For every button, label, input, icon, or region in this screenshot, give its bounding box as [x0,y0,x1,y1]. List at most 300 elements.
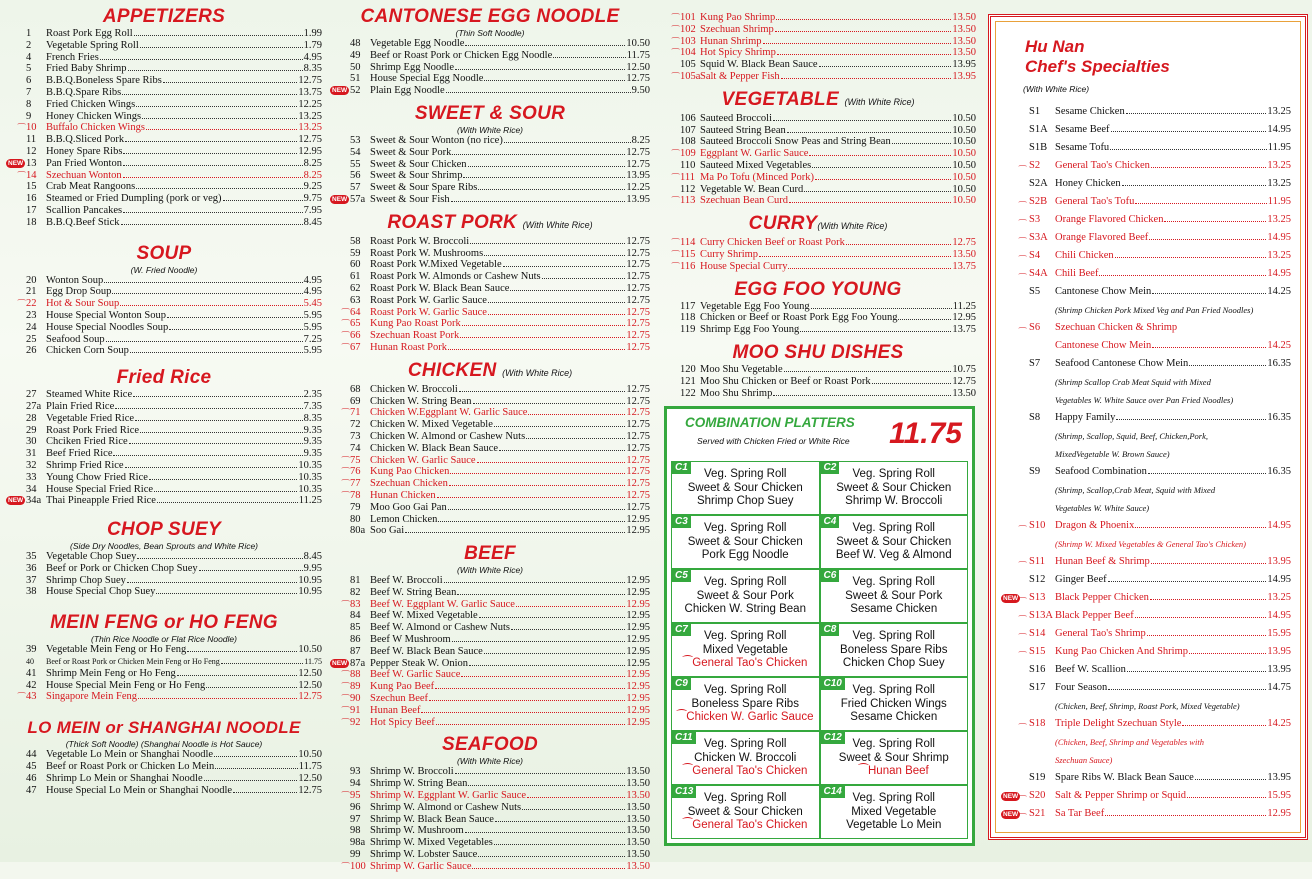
item-name: Roast Pork W. Broccoli [370,235,470,247]
egg-foo-young-list [660,301,976,336]
dot-leader [167,317,303,318]
new-badge: NEW [1003,811,1019,818]
item-name: Hunan Shrimp [700,35,762,47]
chili-pepper-icon: ⁀ [18,170,26,181]
sweet-sour-list [330,135,650,206]
combo-line [821,495,968,509]
item-number: 112 [680,183,696,195]
combo-cell [820,677,969,731]
item-name: Beef W. String Bean [370,586,457,598]
dot-leader [459,391,626,392]
combo-line [672,590,819,604]
combo-cell [671,461,820,515]
dot-leader [444,582,626,583]
chef-item-name: Sesame Beef [1055,124,1110,135]
dot-leader [528,414,625,415]
item-price: 5.45 [303,298,322,310]
chef-item-number: S16 [1029,664,1046,675]
item-number: 101 [680,12,696,23]
item-number: 57 [350,182,361,194]
item-name: Hot Spicy Shrimp [700,47,776,59]
item-number: 98a [350,837,366,849]
chef-item-number: S1 [1029,106,1041,117]
dot-leader [452,154,625,155]
chef-item-price: 12.95 [1267,808,1291,819]
item-price: 12.75 [626,158,650,170]
combo-line-text: Beef W. Veg & Almond [835,549,952,561]
chili-pepper-icon: ⁀ [1019,633,1027,643]
item-number: 83 [350,598,361,610]
item-name: Beef W. Eggplant W. Garlic Sauce [370,598,515,610]
chef-item-number: S6 [1029,322,1041,333]
menu-item [6,193,322,205]
item-name: Crab Meat Rangoons [46,181,136,193]
chili-pepper-icon: ⁀ [672,71,680,82]
chef-item-number: S11 [1029,556,1045,567]
dot-leader [221,663,304,664]
item-price: 7.25 [303,333,322,345]
item-price: 10.50 [952,183,976,195]
item-number: 91 [350,704,361,716]
sweet-sour-sub: (With White Rice) [456,124,524,135]
menu-item [330,330,650,342]
item-number: 87 [350,645,361,657]
item-name: Seafood Soup [46,333,105,345]
chef-item-continued [999,337,1291,355]
item-number: 107 [680,124,696,136]
combo-line [821,711,968,725]
combo-line [821,590,968,604]
item-name: Shrimp W. Lobster Sauce [370,849,478,861]
item-price: 10.35 [298,459,322,471]
item-name: Sauteed Broccoli [700,112,773,124]
chef-item [999,229,1291,247]
item-name: Hunan Chicken [370,489,436,501]
menu-item [660,301,976,313]
chili-pepper-icon: ⁀ [672,172,680,183]
chili-pepper-icon: ⁀ [672,36,680,47]
chef-item-price: 13.95 [1267,664,1291,675]
chili-pepper-icon: ⁀ [342,694,350,705]
dot-leader [455,69,625,70]
item-name: Kung Pao Shrimp [700,12,776,23]
item-price: 12.50 [298,679,322,691]
combo-line [821,806,968,820]
menu-item [6,75,322,87]
dot-leader [125,141,297,142]
menu-item [330,587,650,599]
item-price: 12.75 [626,235,650,247]
dot-leader [1189,365,1266,366]
chef-item [999,283,1291,301]
chef-item-name: Sa Tar Beef [1055,808,1105,819]
chef-item [999,409,1291,427]
item-price: 10.50 [952,159,976,171]
item-price: 13.50 [626,801,650,813]
item-number: 22 [26,298,37,310]
item-name: House Special Fried Rice [46,483,154,495]
dot-leader [121,224,303,225]
menu-item [330,693,650,705]
item-price: 8.45 [303,216,322,228]
item-number: 42 [26,679,37,691]
chili-pepper-icon: ⁀ [672,13,680,23]
combo-line [672,522,819,536]
menu-item [330,814,650,826]
chili-pepper-icon: ⁀ [1019,813,1027,823]
item-number: 35 [26,551,37,563]
dot-leader [510,290,625,291]
chili-pepper-icon: ⁀ [1019,723,1027,733]
menu-item [6,63,322,75]
item-number: 20 [26,274,37,286]
item-number: 44 [26,749,37,761]
dot-leader [122,94,297,95]
item-name: Curry Chicken Beef or Roast Pork [700,237,845,249]
item-name: B.B.Q.Sliced Pork [46,134,125,146]
menu-item [6,460,322,472]
item-name: Shrimp W. Mushroom [370,825,464,837]
combo-line-text: Sesame Chicken [850,603,938,615]
menu-item [330,147,650,159]
dot-leader [511,629,625,630]
dot-leader [446,92,631,93]
item-number: 102 [680,23,696,35]
item-name: Beef W Mushroom [370,634,451,646]
dot-leader [223,200,303,201]
fried-rice-section [6,367,322,507]
combo-line [672,603,819,617]
chef-item-description: (Shrimp, Scallop, Squid, Beef, Chicken,Pork, [1055,431,1208,441]
dot-leader [452,641,626,642]
chili-pepper-icon: ⁀ [1019,201,1027,211]
item-name: House Special Noodles Soup [46,321,169,333]
item-number: 15 [26,181,37,193]
vegetable-list [660,113,976,207]
seafood-list [330,766,650,872]
item-name: Sweet & Sour Spare Ribs [370,182,478,194]
item-number: 78 [350,489,361,501]
dot-leader [473,403,626,404]
combo-line [821,549,968,563]
chili-pepper-icon: ⁀ [1019,273,1027,283]
item-name: Shrimp W. String Bean [370,778,468,790]
item-name: Szechuan Chicken [370,478,448,490]
dot-leader [819,66,952,67]
item-name: Shrimp W. Eggplant W. Garlic Sauce [370,790,527,802]
item-number: 73 [350,430,361,442]
item-number: 28 [26,412,37,424]
chili-pepper-icon: ⁀ [683,657,693,669]
item-number: 63 [350,294,361,306]
combo-line [672,549,819,563]
dot-leader [187,651,297,652]
chef-item-number: S20 [1029,790,1046,801]
dot-leader [1151,563,1267,564]
dot-leader [455,773,626,774]
menu-item [6,785,322,797]
menu-item [330,407,650,419]
item-price: 2.35 [303,389,322,401]
item-number: 117 [680,300,696,312]
menu-item [330,466,650,478]
item-name: Shrimp W. Mixed Vegetables [370,837,493,849]
chop-suey-section [6,519,322,598]
item-price: 12.95 [298,145,322,157]
dot-leader [163,82,298,83]
item-name: Roast Pork Fried Rice [46,424,140,436]
item-name: Pan Fried Wonton [46,157,122,169]
item-number: 103 [680,35,696,47]
chili-pepper-icon: ⁀ [1019,327,1027,337]
item-number: 72 [350,419,361,431]
chef-item-price: 14.95 [1267,574,1291,585]
dot-leader [465,45,625,46]
item-name: Beef W. Broccoli [370,575,443,587]
item-price: 12.95 [626,634,650,646]
item-price: 13.50 [952,47,976,59]
combo-line-text: Veg. Spring Roll [852,468,935,480]
combo-tag: C7 [672,624,691,636]
chili-pepper-icon: ⁀ [342,490,350,501]
combination-platters-box [664,406,975,846]
combo-cell [671,677,820,731]
combo-line-text: Sweet & Sour Pork [696,589,794,602]
fried-rice-heading: Fried Rice [116,367,212,389]
combo-line [672,819,819,833]
chili-pepper-icon: ⁀ [683,819,693,831]
shrimp-list [660,12,976,83]
chili-pepper-icon: ⁀ [342,670,350,681]
item-number: 4 [26,51,32,63]
item-number: 104 [680,47,696,59]
item-number: 85 [350,622,361,634]
menu-item [6,310,322,322]
chef-item-number: S4 [1029,250,1041,261]
item-name: Beef W. Black Bean Sauce [370,645,483,657]
dot-leader [104,282,302,283]
item-price: 13.75 [952,260,976,272]
dot-leader [154,491,297,492]
item-price: 10.35 [298,471,322,483]
dot-leader [100,59,303,60]
item-name: Shrimp W. Garlic Sauce [370,860,472,872]
combo-cell [820,785,969,839]
combo-line-text: Sweet & Sour Pork [845,589,943,602]
combo-line-text: Chicken W. Broccoli [694,751,797,764]
item-number: 88 [350,669,361,681]
combo-tag: C11 [672,732,696,744]
chef-specialties-box [988,14,1308,840]
menu-item [330,307,650,319]
combo-line-text: Boneless Spare Ribs [691,697,799,710]
chili-pepper-icon: ⁀ [342,791,350,802]
menu-item [6,436,322,448]
item-number: 53 [350,134,361,146]
new-badge: NEW [332,87,348,95]
chef-item-description: MixedVegetable W. Brown Sauce) [1055,449,1170,459]
item-name: B.B.Q.Boneless Spare Ribs [46,75,162,87]
chef-item-price: 15.95 [1267,790,1291,801]
chop-suey-heading: CHOP SUEY [107,519,221,541]
item-name: Roast Pork W. Garlic Sauce [370,294,487,306]
item-name: Sauteed Broccoli Snow Peas and String Bean [700,136,891,148]
item-price: 13.50 [626,825,650,837]
dot-leader [120,305,302,306]
menu-item [6,586,322,598]
item-number: 108 [680,136,696,148]
chili-pepper-icon: ⁀ [18,299,26,310]
dot-leader [449,485,626,486]
item-name: Plain Egg Noodle [370,85,445,97]
egg-foo-young-section [660,279,976,336]
menu-item [330,443,650,455]
curry-title: CURRY [748,213,818,235]
item-name: Szechuan Wonton [46,169,122,181]
dot-leader [1182,725,1266,726]
menu-item [660,364,976,376]
dot-leader [149,479,297,480]
menu-item [330,135,650,147]
chef-item-price: 14.25 [1267,286,1291,297]
vegetable-section [660,89,976,207]
item-number: 116 [680,260,696,272]
chili-pepper-icon: ⁀ [342,455,350,466]
dot-leader [553,57,625,58]
dot-leader [495,821,625,822]
menu-item [6,401,322,413]
item-name: Roast Pork W. Mushrooms [370,247,484,259]
chef-item [999,139,1291,157]
dot-leader [169,329,302,330]
combo-line [821,468,968,482]
item-name: Beef or Roast Pork or Chicken Egg Noodle [370,49,553,61]
item-number: 9 [26,110,32,122]
item-number: 50 [350,61,361,73]
chef-title-line-1: Hu Nan [1025,37,1085,56]
sweet-sour-section [330,103,650,206]
beef-list [330,575,650,728]
beef-heading: BEEF [464,543,516,565]
dot-leader [405,532,625,533]
dot-leader [1116,419,1266,420]
chef-item [999,211,1291,229]
item-number: 27 [26,389,37,401]
combo-line-text: Hunan Beef [868,765,929,777]
combo-line-text: Veg. Spring Roll [852,522,935,534]
item-name: Chicken W. Black Bean Sauce [370,442,499,454]
chef-item-price: 14.25 [1267,340,1291,351]
item-price: 13.50 [626,778,650,790]
item-price: 12.75 [626,294,650,306]
item-number: 106 [680,112,696,124]
chef-item-number: S7 [1029,358,1041,369]
dot-leader [123,177,303,178]
item-price: 10.50 [298,749,322,761]
item-price: 13.25 [298,110,322,122]
item-number: 68 [350,383,361,395]
item-name: Pepper Steak W. Onion [370,657,468,669]
menu-item [6,181,322,193]
menu-item [330,669,650,681]
menu-item [6,761,322,773]
item-name: Shrimp Mein Feng or Ho Feng [46,667,176,679]
menu-item [6,644,322,656]
chicken-list [330,384,650,537]
chef-item-price: 14.95 [1267,610,1291,621]
item-number: 92 [350,716,361,728]
chef-item-price: 13.95 [1267,772,1291,783]
combo-cell [820,515,969,569]
combo-line-text: Veg. Spring Roll [704,468,787,480]
chef-item [999,103,1291,121]
item-price: 13.50 [626,766,650,778]
dot-leader [787,132,952,133]
dot-leader [1148,473,1267,474]
combo-line [821,819,968,833]
combo-cell [671,623,820,677]
item-name: Hot & Sour Soup [46,298,120,310]
menu-item [6,484,322,496]
chili-pepper-icon: ⁀ [1019,561,1027,571]
item-number: 80 [350,513,361,525]
item-name: House Special Curry [700,260,788,272]
item-price: 13.75 [952,324,976,336]
chili-pepper-icon: ⁀ [342,307,350,318]
soup-sub: (W. Fried Noodle) [130,264,198,275]
item-price: 10.50 [952,136,976,148]
menu-item [330,85,650,97]
item-number: 23 [26,309,37,321]
item-price: 12.95 [952,312,976,324]
item-price: 12.75 [626,247,650,259]
chef-item-price: 14.95 [1267,520,1291,531]
item-price: 13.50 [626,837,650,849]
mein-feng-sub: (Thin Rice Noodle or Flat Rice Noodle) [91,634,237,645]
dot-leader [113,455,302,456]
chef-item-description: (Chicken, Beef, Shrimp and Vegetables with [1055,737,1204,747]
chili-pepper-icon: ⁀ [677,711,687,723]
combo-line [821,630,968,644]
item-price: 10.35 [298,483,322,495]
mein-feng-heading: MEIN FENG or HO FENG [50,612,278,634]
dot-leader [478,856,625,857]
chili-pepper-icon: ⁀ [672,249,680,260]
combo-line [672,698,819,712]
dot-leader [463,177,625,178]
chili-pepper-icon: ⁀ [672,238,680,249]
item-price: 13.95 [626,193,650,205]
dot-leader [789,202,951,203]
menu-item [660,195,976,207]
item-name: Wonton Soup [46,274,104,286]
combo-tag: C5 [672,570,691,582]
combo-cell [820,731,969,785]
item-number: 74 [350,442,361,454]
item-price: 12.75 [626,454,650,466]
chili-pepper-icon: ⁀ [672,24,680,35]
dot-leader [800,331,951,332]
chef-item-description: (Chicken, Beef, Shrimp, Roast Pork, Mixed Vegetable) [1055,701,1240,711]
item-price: 13.50 [626,860,650,872]
menu-item [660,172,976,184]
combo-cell [671,731,820,785]
dot-leader [1135,203,1266,204]
dot-leader [1115,257,1267,258]
item-number: 105a [680,70,701,82]
item-name: Shrimp Egg Noodle [370,61,454,73]
dot-leader [775,31,952,32]
